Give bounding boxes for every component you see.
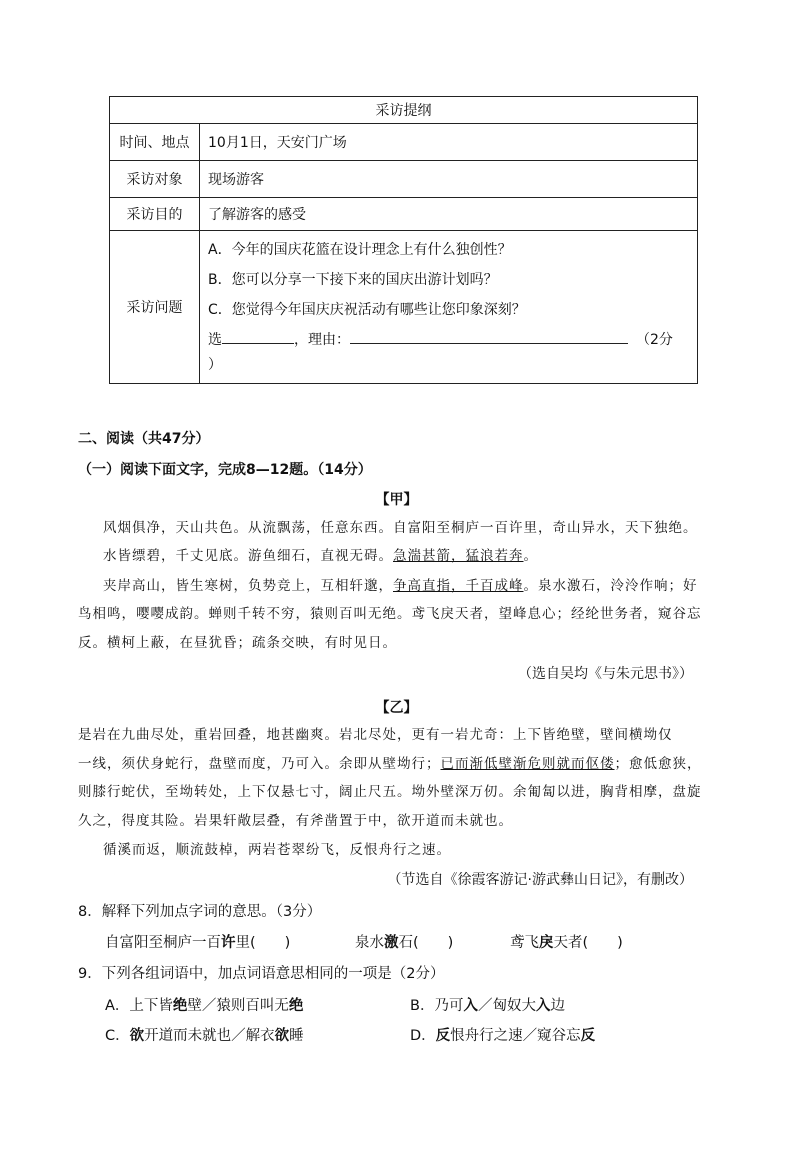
table-row bbox=[110, 124, 698, 161]
jia-line-2: 水皆缥碧，千丈见底。游鱼细石，直视无碍。急湍甚箭，猛浪若奔。 bbox=[103, 548, 538, 564]
question-b: B．您可以分享一下接下来的国庆出游计划吗？ bbox=[208, 272, 498, 288]
q8-item-2: 泉水激石( ) bbox=[355, 935, 454, 951]
yi-line-5: 循溪而返，顺流鼓棹，两岩苍翠纷飞，反恨舟行之速。 bbox=[103, 842, 451, 858]
row-label-questions: 采访问题 bbox=[110, 231, 200, 384]
jia-title: 【甲】 bbox=[375, 492, 418, 508]
reason-blank[interactable] bbox=[350, 327, 628, 344]
q9-option-c[interactable]: C．欲开道而未就也／解衣欲睡 bbox=[105, 1028, 304, 1044]
choice-blank[interactable] bbox=[222, 327, 294, 344]
table-row bbox=[110, 161, 698, 198]
row-label-target: 采访对象 bbox=[110, 161, 200, 198]
row-value-time-place: 10月1日，天安门广场 bbox=[200, 124, 698, 161]
yi-line-1: 是岩在九曲尽处，重岩回叠，地甚幽爽。岩北尽处，更有一岩尤奇：上下皆绝壁，壁间横坳仅 bbox=[78, 727, 673, 743]
table-title: 采访提纲 bbox=[110, 97, 698, 124]
row-value-target: 现场游客 bbox=[200, 161, 698, 198]
q8-item-1: 自富阳至桐庐一百许里( ) bbox=[105, 935, 291, 951]
table-title-row bbox=[110, 97, 698, 124]
question-a: A．今年的国庆花篮在设计理念上有什么独创性？ bbox=[208, 242, 512, 258]
score-close: ） bbox=[208, 357, 222, 373]
questions-cell bbox=[200, 231, 698, 384]
underlined-phrase: 争高直指，千百成峰 bbox=[393, 578, 524, 594]
score-label: （2分 bbox=[636, 332, 673, 348]
jia-line-5: 反。横柯上蔽，在昼犹昏；疏条交映，有时见日。 bbox=[78, 635, 397, 651]
table-row bbox=[110, 198, 698, 231]
jia-line-1: 风烟俱净，天山共色。从流飘荡，任意东西。自富阳至桐庐一百许里，奇山异水，天下独绝。 bbox=[103, 520, 698, 536]
row-label-time-place: 时间、地点 bbox=[110, 124, 200, 161]
answer-line bbox=[208, 325, 697, 355]
yi-title: 【乙】 bbox=[375, 700, 418, 716]
yi-line-3: 则膝行蛇伏，至坳转处，上下仅悬七寸，阔止尺五。坳外壁深万仞。余匍匐以进，胸背相摩，盘旋 bbox=[78, 784, 702, 800]
underlined-phrase: 急湍甚箭，猛浪若奔 bbox=[393, 548, 524, 564]
q8-item-3: 鸢飞戾天者( ) bbox=[510, 935, 623, 951]
choose-label: 选 bbox=[208, 332, 222, 348]
jia-line-4: 鸟相鸣，嘤嘤成韵。蝉则千转不穷，猿则百叫无绝。鸢飞戾天者，望峰息心；经纶世务者，窥谷忘 bbox=[78, 606, 702, 622]
q9-option-b[interactable]: B．乃可入／匈奴大入边 bbox=[410, 998, 565, 1014]
underlined-phrase: 已而渐低壁渐危则就而伛偻 bbox=[440, 756, 615, 772]
section-heading: 二、阅读（共47分） bbox=[78, 431, 210, 447]
q9-option-d[interactable]: D．反恨舟行之速／窥谷忘反 bbox=[410, 1028, 596, 1044]
interview-outline-table bbox=[109, 96, 698, 384]
row-label-purpose: 采访目的 bbox=[110, 198, 200, 231]
question-c: C．您觉得今年国庆庆祝活动有哪些让您印象深刻？ bbox=[208, 302, 526, 318]
jia-source: （选自吴均《与朱元思书》） bbox=[518, 666, 693, 682]
question-9: 9．下列各组词语中，加点词语意思相同的一项是（2分） bbox=[78, 966, 445, 982]
yi-line-4: 久之，得度其险。岩果轩敞层叠，有斧凿置于中，欲开道而未就也。 bbox=[78, 813, 513, 829]
sub-heading: （一）阅读下面文字，完成8—12题。（14分） bbox=[78, 462, 372, 478]
q9-option-a[interactable]: A．上下皆绝壁／猿则百叫无绝 bbox=[105, 998, 304, 1014]
yi-source: （节选自《徐霞客游记·游武彝山日记》，有删改） bbox=[387, 872, 693, 888]
table-row-questions bbox=[110, 231, 698, 384]
row-value-purpose: 了解游客的感受 bbox=[200, 198, 698, 231]
reason-label: ，理由： bbox=[294, 332, 350, 348]
yi-line-2: 一线，须伏身蛇行，盘壁而度，乃可入。余即从壁坳行；已而渐低壁渐危则就而伛偻；愈低愈狭， bbox=[78, 756, 702, 772]
question-8: 8．解释下列加点字词的意思。（3分） bbox=[78, 904, 322, 920]
jia-line-3: 夹岸高山，皆生寒树，负势竞上，互相轩邈，争高直指，千百成峰。泉水激石，泠泠作响；好 bbox=[103, 578, 698, 594]
